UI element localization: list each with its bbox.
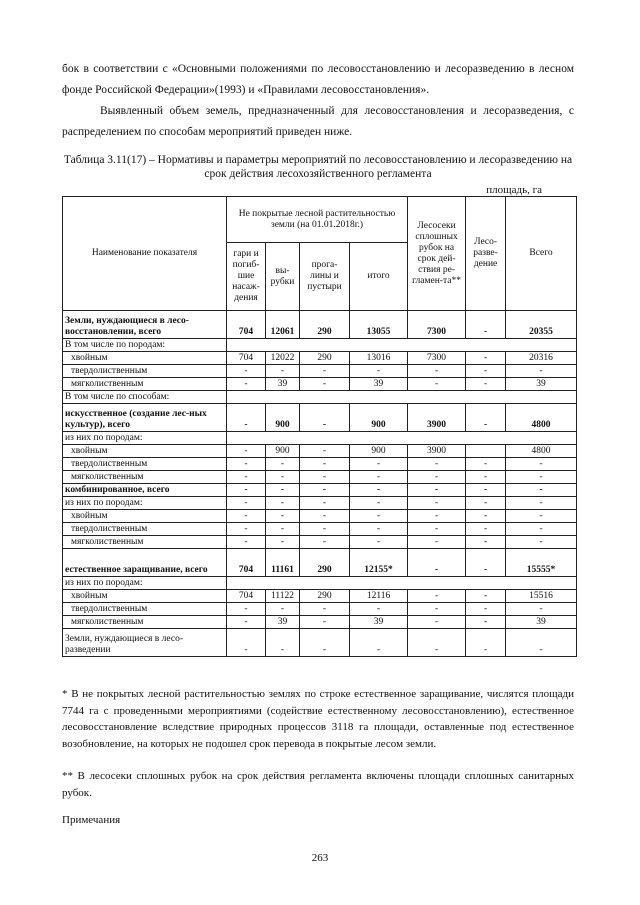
table-cell: 290 xyxy=(300,352,350,365)
table-cell: 290 xyxy=(300,549,350,577)
table-cell: 12061 xyxy=(266,311,300,339)
table-cell: - xyxy=(466,616,506,629)
table-cell: 39 xyxy=(506,378,577,391)
header-name: Наименование показателя xyxy=(63,197,227,311)
table-row xyxy=(63,311,577,339)
table-cell: - xyxy=(466,590,506,603)
table-row xyxy=(63,629,577,657)
table-cell: 13016 xyxy=(350,352,408,365)
table-cell: - xyxy=(300,378,350,391)
row-label: из них по породам: xyxy=(63,432,227,445)
row-label: мягколиственным xyxy=(63,378,227,391)
row-label: мягколиственным xyxy=(63,471,227,484)
row-label: мягколиственным xyxy=(63,536,227,549)
table-row xyxy=(63,471,577,484)
table-cell: - xyxy=(266,458,300,471)
table-cell: - xyxy=(300,497,350,510)
row-label: В том числе по способам: xyxy=(63,391,227,404)
table-cell: - xyxy=(408,471,466,484)
table-cell: 704 xyxy=(227,352,266,365)
footnote-1: * В не покрытых лесной растительностью землях по строке естественное заращивание, числятся площади 7744 га с проведенными мероприятиями (содействие естественному лесовосстановлению), естественное лесовосстановление вследствие природных процессов 3118 га площади, оставленные под естественное возобновление, на которых не подошел срок перевода в покрытые лесом земли. xyxy=(62,688,574,750)
table-cell: - xyxy=(408,523,466,536)
table-cell: - xyxy=(408,616,466,629)
table-cell: - xyxy=(506,629,577,657)
table-cell: - xyxy=(300,616,350,629)
row-label: хвойным xyxy=(63,590,227,603)
table-cell: 13055 xyxy=(350,311,408,339)
table-row xyxy=(63,616,577,629)
table-cell: 7300 xyxy=(408,311,466,339)
table-cell: - xyxy=(408,484,466,497)
table-cell: 4800 xyxy=(506,404,577,432)
row-label: твердолиственным xyxy=(63,603,227,616)
footnote-2: ** В лесосеки сплошных рубок на срок действия регламента включены площади сплошных санитарных рубок. xyxy=(62,770,574,799)
table-cell: - xyxy=(266,471,300,484)
table-cell: - xyxy=(506,603,577,616)
table-cell: - xyxy=(300,536,350,549)
table-cell: - xyxy=(350,523,408,536)
table-cell: - xyxy=(506,458,577,471)
table-cell: - xyxy=(227,445,266,458)
table-cell: - xyxy=(350,603,408,616)
table-row xyxy=(63,378,577,391)
intro-paragraph-2: Выявленный объем земель, предназначенный для лесовосстановления и лесоразведения, с распределением по способам мероприятий приведен ниже. xyxy=(62,105,574,138)
table-cell: - xyxy=(466,311,506,339)
table-cell: - xyxy=(466,549,506,577)
table-cell: - xyxy=(227,365,266,378)
row-label: естественное заращивание, всего xyxy=(63,549,227,577)
table-cell: - xyxy=(408,510,466,523)
table-row xyxy=(63,510,577,523)
table-cell: - xyxy=(506,523,577,536)
table-cell: - xyxy=(466,629,506,657)
table-row xyxy=(63,577,577,590)
header-clearings: вы-рубки xyxy=(266,243,300,311)
table-cell: - xyxy=(266,497,300,510)
table-cell: 3900 xyxy=(408,445,466,458)
table-cell: 12116 xyxy=(350,590,408,603)
page-number: 263 xyxy=(311,852,329,864)
table-cell: 704 xyxy=(227,549,266,577)
row-label: хвойным xyxy=(63,352,227,365)
row-label: искусственное (создание лес-ных культур), всего xyxy=(63,404,227,432)
header-not-covered: Не покрытые лесной растительностью земли (на 01.01.2018г.) xyxy=(227,197,408,243)
table-cell: - xyxy=(466,458,506,471)
table-cell: - xyxy=(227,510,266,523)
row-label: из них по породам: xyxy=(63,497,227,510)
table-cell: 39 xyxy=(350,378,408,391)
table-cell: 15555* xyxy=(506,549,577,577)
table-cell: - xyxy=(266,629,300,657)
remarks-heading: Примечания xyxy=(62,814,121,826)
table-cell: 7300 xyxy=(408,352,466,365)
table-cell: 39 xyxy=(350,616,408,629)
table-cell: - xyxy=(227,378,266,391)
header-all: Всего xyxy=(506,197,577,311)
row-label: хвойным xyxy=(63,510,227,523)
row-label: твердолиственным xyxy=(63,523,227,536)
table-cell: - xyxy=(350,510,408,523)
table-cell: 704 xyxy=(227,311,266,339)
header-glades: прога-лины и пустыри xyxy=(300,243,350,311)
row-label: В том числе по породам: xyxy=(63,339,227,352)
table-caption: Таблица 3.11(17) – Нормативы и параметры мероприятий по лесовосстановлению и лесоразведению на срок действия лесохозяйственного регламента xyxy=(63,154,573,180)
table-cell: - xyxy=(300,603,350,616)
table-cell: 900 xyxy=(266,445,300,458)
table-cell: 11122 xyxy=(266,590,300,603)
table-cell: - xyxy=(408,497,466,510)
table-cell: 39 xyxy=(266,616,300,629)
table-cell: - xyxy=(506,497,577,510)
row-label: комбинированное, всего xyxy=(63,484,227,497)
header-total: итого xyxy=(350,243,408,311)
table-cell: - xyxy=(350,484,408,497)
table-cell: 12155* xyxy=(350,549,408,577)
table-row xyxy=(63,603,577,616)
table-cell: 20316 xyxy=(506,352,577,365)
table-cell xyxy=(466,445,506,458)
table-cell: 900 xyxy=(350,404,408,432)
table-cell: 3900 xyxy=(408,404,466,432)
table-cell: - xyxy=(300,484,350,497)
row-span-empty xyxy=(227,577,577,590)
table-cell: - xyxy=(227,603,266,616)
table-cell: - xyxy=(408,629,466,657)
table-cell: - xyxy=(266,484,300,497)
table-cell: - xyxy=(350,471,408,484)
table-cell: - xyxy=(300,458,350,471)
table-body xyxy=(63,311,577,657)
table-cell: 39 xyxy=(266,378,300,391)
table-cell: - xyxy=(227,536,266,549)
table-row xyxy=(63,445,577,458)
table-row xyxy=(63,352,577,365)
table-cell: - xyxy=(350,365,408,378)
row-label: твердолиственным xyxy=(63,458,227,471)
table-row xyxy=(63,549,577,577)
table-row xyxy=(63,523,577,536)
row-span-empty xyxy=(227,432,577,445)
table-cell: - xyxy=(227,471,266,484)
table-cell: - xyxy=(506,484,577,497)
table-cell: 39 xyxy=(506,616,577,629)
row-span-empty xyxy=(227,339,577,352)
row-label: мягколиственным xyxy=(63,616,227,629)
table-row xyxy=(63,391,577,404)
table-cell: 900 xyxy=(350,445,408,458)
table-cell: 704 xyxy=(227,590,266,603)
table-cell: - xyxy=(350,458,408,471)
table-cell: - xyxy=(300,471,350,484)
table-cell: - xyxy=(466,603,506,616)
header-fellings: Лесосеки сплошных рубок на срок дей-ствия ре-гламен-та** xyxy=(408,197,466,311)
table-row xyxy=(63,458,577,471)
row-label: из них по породам: xyxy=(63,577,227,590)
table-cell: 290 xyxy=(300,311,350,339)
table-cell: 900 xyxy=(266,404,300,432)
table-cell: - xyxy=(408,590,466,603)
table-cell: - xyxy=(466,378,506,391)
table-cell: - xyxy=(266,603,300,616)
table-cell: - xyxy=(350,629,408,657)
table-cell: - xyxy=(300,404,350,432)
table-cell: - xyxy=(506,365,577,378)
table-cell: - xyxy=(227,458,266,471)
table-cell: - xyxy=(466,365,506,378)
table-cell: - xyxy=(506,536,577,549)
table-cell: - xyxy=(408,536,466,549)
table-cell: - xyxy=(408,458,466,471)
table-cell: - xyxy=(266,365,300,378)
row-label: хвойным xyxy=(63,445,227,458)
row-label: твердолиственным xyxy=(63,365,227,378)
table-cell: - xyxy=(466,471,506,484)
table-cell: 12022 xyxy=(266,352,300,365)
table-cell: - xyxy=(266,510,300,523)
table-cell: - xyxy=(506,471,577,484)
table-row xyxy=(63,484,577,497)
table-cell: - xyxy=(227,404,266,432)
table-cell: - xyxy=(227,484,266,497)
row-label: Земли, нуждающиеся в лесо-восстановлении, всего xyxy=(63,311,227,339)
table-cell: - xyxy=(466,497,506,510)
table-cell: - xyxy=(408,603,466,616)
table-cell: 15516 xyxy=(506,590,577,603)
table-cell: - xyxy=(227,497,266,510)
table-cell: - xyxy=(408,365,466,378)
table-cell: 4800 xyxy=(506,445,577,458)
table-cell: - xyxy=(300,510,350,523)
table-row xyxy=(63,404,577,432)
table-row xyxy=(63,432,577,445)
table-cell: - xyxy=(408,549,466,577)
intro-paragraph-1: бок в соответствии с «Основными положениями по лесовосстановлению и лесоразведению в лесном фонде Российской Федерации»(1993) и «Правилами лесовосстановления». xyxy=(62,63,574,96)
table-cell: 20355 xyxy=(506,311,577,339)
table-row xyxy=(63,365,577,378)
table-cell: - xyxy=(300,523,350,536)
header-burned: гари и погиб-шие насаж-дения xyxy=(227,243,266,311)
table-cell: - xyxy=(300,365,350,378)
header-forest-breeding: Лесо-разве-дение xyxy=(466,197,506,311)
table-cell: - xyxy=(506,510,577,523)
table-cell: - xyxy=(408,378,466,391)
table-cell: - xyxy=(266,536,300,549)
row-label: Земли, нуждающиеся в лесо-разведении xyxy=(63,629,227,657)
table-cell: - xyxy=(466,510,506,523)
table-cell: - xyxy=(466,404,506,432)
table-cell: - xyxy=(300,445,350,458)
table-row xyxy=(63,339,577,352)
table-cell: 11161 xyxy=(266,549,300,577)
table-cell: - xyxy=(466,352,506,365)
row-span-empty xyxy=(227,391,577,404)
table-cell: - xyxy=(227,629,266,657)
table-cell: - xyxy=(300,629,350,657)
table-cell: - xyxy=(227,523,266,536)
table-cell: - xyxy=(466,523,506,536)
table-cell: - xyxy=(466,536,506,549)
table-cell: - xyxy=(466,484,506,497)
table-row xyxy=(63,590,577,603)
table-row xyxy=(63,497,577,510)
reforestation-table xyxy=(62,196,577,657)
table-cell: - xyxy=(266,523,300,536)
table-cell: 290 xyxy=(300,590,350,603)
table-cell: - xyxy=(350,536,408,549)
table-cell: - xyxy=(227,616,266,629)
table-row xyxy=(63,536,577,549)
unit-label: площадь, га xyxy=(486,184,542,196)
table-cell: - xyxy=(350,497,408,510)
